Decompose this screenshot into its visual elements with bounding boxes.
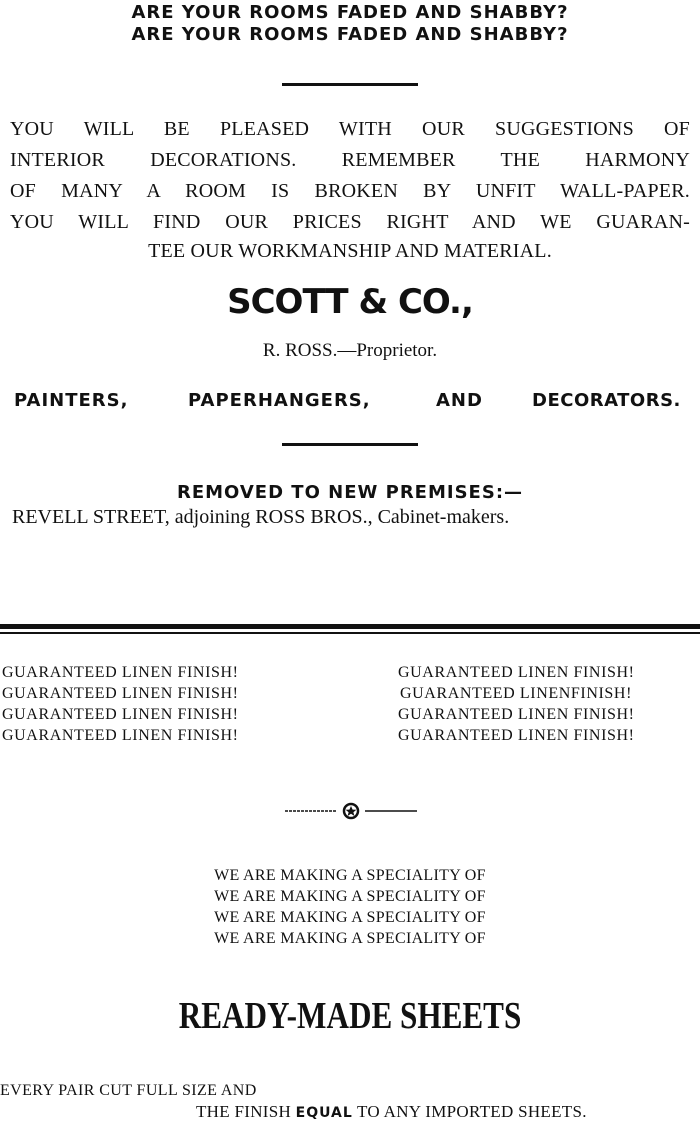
linen-right-4: GUARANTEED LINEN FINISH! xyxy=(398,727,635,744)
trade-painters: PAINTERS, xyxy=(14,390,129,411)
linen-left-2: GUARANTEED LINEN FINISH! xyxy=(2,685,239,702)
ornament-divider xyxy=(285,800,417,822)
linen-right-2: GUARANTEED LINENFINISH! xyxy=(400,685,632,702)
proprietor-line: R. ROSS.—Proprietor. xyxy=(262,340,438,361)
section-rule-heavy xyxy=(0,624,700,629)
speciality-line-1: WE ARE MAKING A SPECIALITY OF xyxy=(214,867,486,884)
closing-line-1: EVERY PAIR CUT FULL SIZE AND xyxy=(0,1082,257,1099)
removal-address: REVELL STREET, adjoining ROSS BROS., Cabinet-makers. xyxy=(12,506,510,528)
intro-line-4: YOU WILL FIND OUR PRICES RIGHT AND WE GUARAN- xyxy=(10,211,690,233)
headline-2: ARE YOUR ROOMS FADED AND SHABBY? xyxy=(131,24,569,45)
linen-left-3: GUARANTEED LINEN FINISH! xyxy=(2,706,239,723)
closing-line-2 xyxy=(196,1102,587,1122)
product-title: READY-MADE SHEETS xyxy=(178,995,522,1037)
removal-heading: REMOVED TO NEW PREMISES:— xyxy=(176,482,524,503)
linen-right-3: GUARANTEED LINEN FINISH! xyxy=(398,706,635,723)
trade-decorators: DECORATORS. xyxy=(532,390,681,411)
closing-line-2-end: TO ANY IMPORTED SHEETS. xyxy=(352,1102,587,1121)
speciality-line-2: WE ARE MAKING A SPECIALITY OF xyxy=(214,888,486,905)
firm-name: SCOTT & CO., xyxy=(227,282,473,322)
section-rule-light xyxy=(0,632,700,634)
intro-line-3: OF MANY A ROOM IS BROKEN BY UNFIT WALL-PAPER. xyxy=(10,180,690,202)
divider-rule-2 xyxy=(282,443,418,446)
intro-line-5: TEE OUR WORKMANSHIP AND MATERIAL. xyxy=(148,240,552,262)
linen-left-4: GUARANTEED LINEN FINISH! xyxy=(2,727,239,744)
trade-and: AND xyxy=(436,390,483,411)
divider-rule xyxy=(282,83,418,86)
intro-line-1: YOU WILL BE PLEASED WITH OUR SUGGESTIONS OF xyxy=(10,118,690,140)
headline-1: ARE YOUR ROOMS FADED AND SHABBY? xyxy=(131,2,569,23)
speciality-line-4: WE ARE MAKING A SPECIALITY OF xyxy=(214,930,486,947)
closing-line-2-start: THE FINISH xyxy=(196,1102,296,1121)
intro-line-2: INTERIOR DECORATIONS. REMEMBER THE HARMONY xyxy=(10,149,690,171)
linen-left-1: GUARANTEED LINEN FINISH! xyxy=(2,664,239,681)
linen-right-1: GUARANTEED LINEN FINISH! xyxy=(398,664,635,681)
closing-line-2-equal: EQUAL xyxy=(295,1105,353,1121)
trade-paperhangers: PAPERHANGERS, xyxy=(188,390,371,411)
speciality-line-3: WE ARE MAKING A SPECIALITY OF xyxy=(214,909,486,926)
